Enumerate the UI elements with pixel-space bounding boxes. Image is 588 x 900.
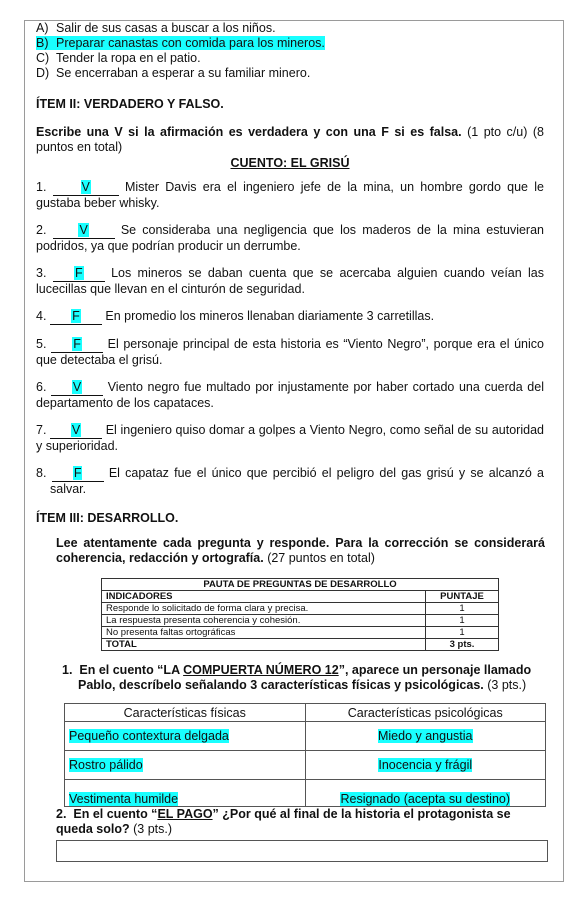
answer-blank[interactable]: V — [51, 380, 103, 396]
statement-3: 3. F Los mineros se daban cuenta que se acercaba alguien cuando veían las lucecillas que llevan en el cinturón de seguridad. — [36, 266, 545, 296]
answer-blank[interactable]: V — [53, 223, 115, 239]
worksheet-content — [36, 20, 544, 525]
answer-blank[interactable]: F — [50, 309, 102, 325]
answer-blank[interactable]: F — [52, 466, 104, 482]
statement-7: 7. V El ingeniero quiso domar a golpes a Viento Negro, como señal de su autoridad y superioridad. — [36, 423, 544, 453]
answer-box[interactable] — [56, 840, 548, 862]
question-1: 1. En el cuento “LA COMPUERTA NÚMERO 12”, aparece un personaje llamado Pablo, descríbelo señalando 3 características físicas y psicológicas. (3 pts.) — [62, 663, 532, 692]
statement-6: 6. V Viento negro fue multado por injustamente por haber cortado una cuerda del departamento de los capataces. — [36, 380, 544, 410]
item3-instruction: Lee atentamente cada pregunta y responde. Para la corrección se considerará coherencia, redacción y ortografía. (27 puntos en total) — [56, 536, 545, 565]
char-row — [65, 751, 546, 780]
rubric-row: No presenta faltas ortográficas 1 — [102, 627, 499, 639]
rubric-title: PAUTA DE PREGUNTAS DE DESARROLLO — [102, 579, 499, 591]
rubric-col-score: PUNTAJE — [426, 591, 499, 603]
option-d: D) Se encerraban a esperar a su familiar minero. — [36, 66, 311, 80]
option-b: B) Preparar canastas con comida para los mineros. — [36, 36, 325, 50]
answer-blank[interactable]: V — [50, 423, 102, 439]
physical-cell[interactable]: Pequeño contextura delgada — [65, 722, 306, 751]
statement-2: 2. V Se consideraba una negligencia que los maderos de la mina estuvieran podridos, ya que podrían producir un derrumbe. — [36, 223, 544, 253]
rubric-row: La respuesta presenta coherencia y cohesión. 1 — [102, 615, 499, 627]
char-row — [65, 780, 546, 807]
answer-blank[interactable]: F — [53, 266, 105, 282]
option-a: A) Salir de sus casas a buscar a los niños. — [36, 21, 276, 35]
options-list — [36, 21, 544, 81]
psych-cell[interactable]: Miedo y angustia — [305, 722, 546, 751]
item2-instruction: Escribe una V si la afirmación es verdadera y con una F si es falsa. (1 pto c/u) (8 puntos en total) — [36, 125, 544, 154]
characteristics-table — [64, 703, 546, 807]
rubric-table — [101, 578, 499, 651]
col-physical: Características físicas — [65, 704, 306, 722]
psych-cell[interactable]: Resignado (acepta su destino) — [305, 780, 546, 807]
item3-heading: ÍTEM III: DESARROLLO. — [36, 511, 179, 525]
statement-4: 4. F En promedio los mineros llenaban diariamente 3 carretillas. — [36, 309, 435, 323]
col-psychological: Características psicológicas — [305, 704, 546, 722]
rubric-total-row: TOTAL 3 pts. — [102, 639, 499, 651]
story-title: CUENTO: EL GRISÚ — [230, 156, 350, 170]
question-2: 2. En el cuento “EL PAGO” ¿Por qué al final de la historia el protagonista se queda solo? (3 pts.) — [56, 807, 511, 836]
item2-heading: ÍTEM II: VERDADERO Y FALSO. — [36, 97, 224, 111]
statement-1: 1. V Mister Davis era el ingeniero jefe de la mina, un hombre gordo que le gustaba beber whisky. — [36, 180, 544, 210]
item3-section — [56, 536, 545, 862]
rubric-row: Responde lo solicitado de forma clara y precisa. 1 — [102, 603, 499, 615]
physical-cell[interactable]: Rostro pálido — [65, 751, 306, 780]
physical-cell[interactable]: Vestimenta humilde — [65, 780, 306, 807]
char-row — [65, 722, 546, 751]
option-c: C) Tender la ropa en el patio. — [36, 51, 201, 65]
statement-5: 5. F El personaje principal de esta historia es “Viento Negro”, porque era el único que detectaba el grisú. — [36, 337, 544, 367]
statement-8: 8. F El capataz fue el único que percibió el peligro del gas grisú y se alcanzó a salvar. — [36, 466, 544, 496]
psych-cell[interactable]: Inocencia y frágil — [305, 751, 546, 780]
answer-blank[interactable]: V — [53, 180, 119, 196]
true-false-list — [36, 180, 544, 497]
answer-blank[interactable]: F — [51, 337, 103, 353]
rubric-col-indicators: INDICADORES — [102, 591, 426, 603]
